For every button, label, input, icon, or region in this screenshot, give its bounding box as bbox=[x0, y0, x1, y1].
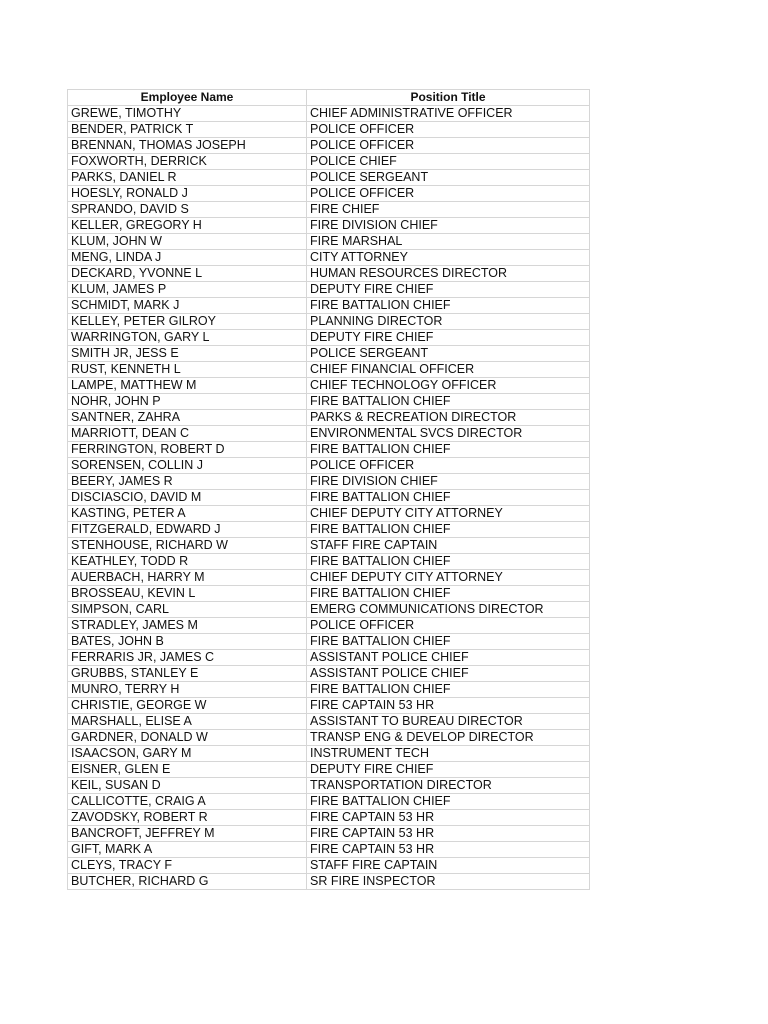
position-title-cell: STAFF FIRE CAPTAIN bbox=[307, 858, 590, 874]
employee-name-cell: SANTNER, ZAHRA bbox=[68, 410, 307, 426]
position-title-cell: POLICE OFFICER bbox=[307, 458, 590, 474]
employee-name-cell: HOESLY, RONALD J bbox=[68, 186, 307, 202]
position-title-cell: FIRE BATTALION CHIEF bbox=[307, 522, 590, 538]
table-row bbox=[68, 554, 590, 570]
employee-name-cell: FOXWORTH, DERRICK bbox=[68, 154, 307, 170]
employee-name-cell: KEATHLEY, TODD R bbox=[68, 554, 307, 570]
table-row bbox=[68, 458, 590, 474]
position-title-cell: FIRE BATTALION CHIEF bbox=[307, 442, 590, 458]
position-title-cell: FIRE CAPTAIN 53 HR bbox=[307, 698, 590, 714]
table-row bbox=[68, 298, 590, 314]
table-row bbox=[68, 106, 590, 122]
position-title-cell: CHIEF FINANCIAL OFFICER bbox=[307, 362, 590, 378]
position-title-cell: CHIEF TECHNOLOGY OFFICER bbox=[307, 378, 590, 394]
table-row bbox=[68, 634, 590, 650]
table-row bbox=[68, 650, 590, 666]
table-row bbox=[68, 218, 590, 234]
position-title-cell: POLICE SERGEANT bbox=[307, 346, 590, 362]
employee-name-cell: DISCIASCIO, DAVID M bbox=[68, 490, 307, 506]
table-row bbox=[68, 730, 590, 746]
position-title-cell: SR FIRE INSPECTOR bbox=[307, 874, 590, 890]
table-body bbox=[68, 106, 590, 890]
employee-name-cell: KEIL, SUSAN D bbox=[68, 778, 307, 794]
position-title-cell: FIRE BATTALION CHIEF bbox=[307, 554, 590, 570]
position-title-cell: ASSISTANT POLICE CHIEF bbox=[307, 650, 590, 666]
employee-name-header: Employee Name bbox=[68, 90, 307, 106]
table-row bbox=[68, 618, 590, 634]
position-title-cell: POLICE OFFICER bbox=[307, 618, 590, 634]
employee-name-cell: BRENNAN, THOMAS JOSEPH bbox=[68, 138, 307, 154]
table-row bbox=[68, 666, 590, 682]
table-row bbox=[68, 138, 590, 154]
table-row bbox=[68, 154, 590, 170]
employee-name-cell: KASTING, PETER A bbox=[68, 506, 307, 522]
position-title-cell: CHIEF ADMINISTRATIVE OFFICER bbox=[307, 106, 590, 122]
employee-name-cell: GREWE, TIMOTHY bbox=[68, 106, 307, 122]
employee-name-cell: BROSSEAU, KEVIN L bbox=[68, 586, 307, 602]
employee-name-cell: GRUBBS, STANLEY E bbox=[68, 666, 307, 682]
table-row bbox=[68, 858, 590, 874]
employee-name-cell: SMITH JR, JESS E bbox=[68, 346, 307, 362]
position-title-cell: TRANSPORTATION DIRECTOR bbox=[307, 778, 590, 794]
employee-name-cell: ISAACSON, GARY M bbox=[68, 746, 307, 762]
table-row bbox=[68, 842, 590, 858]
position-title-cell: FIRE BATTALION CHIEF bbox=[307, 298, 590, 314]
position-title-cell: FIRE CAPTAIN 53 HR bbox=[307, 826, 590, 842]
employee-name-cell: RUST, KENNETH L bbox=[68, 362, 307, 378]
position-title-cell: DEPUTY FIRE CHIEF bbox=[307, 330, 590, 346]
employee-name-cell: CLEYS, TRACY F bbox=[68, 858, 307, 874]
position-title-cell: CITY ATTORNEY bbox=[307, 250, 590, 266]
table-row bbox=[68, 442, 590, 458]
table-row bbox=[68, 314, 590, 330]
position-title-cell: POLICE OFFICER bbox=[307, 138, 590, 154]
employee-name-cell: MENG, LINDA J bbox=[68, 250, 307, 266]
table-row bbox=[68, 490, 590, 506]
position-title-cell: ASSISTANT POLICE CHIEF bbox=[307, 666, 590, 682]
table-row bbox=[68, 762, 590, 778]
table-row bbox=[68, 602, 590, 618]
employee-name-cell: KLUM, JOHN W bbox=[68, 234, 307, 250]
table-row bbox=[68, 826, 590, 842]
employee-name-cell: MUNRO, TERRY H bbox=[68, 682, 307, 698]
employee-name-cell: CALLICOTTE, CRAIG A bbox=[68, 794, 307, 810]
employee-name-cell: ZAVODSKY, ROBERT R bbox=[68, 810, 307, 826]
position-title-cell: CHIEF DEPUTY CITY ATTORNEY bbox=[307, 506, 590, 522]
table-row bbox=[68, 570, 590, 586]
employee-name-cell: SPRANDO, DAVID S bbox=[68, 202, 307, 218]
table-row bbox=[68, 874, 590, 890]
table-row bbox=[68, 778, 590, 794]
header-row bbox=[68, 90, 590, 106]
table-row bbox=[68, 810, 590, 826]
position-title-cell: POLICE OFFICER bbox=[307, 122, 590, 138]
table-row bbox=[68, 170, 590, 186]
position-title-cell: POLICE OFFICER bbox=[307, 186, 590, 202]
employee-name-cell: GIFT, MARK A bbox=[68, 842, 307, 858]
table-row bbox=[68, 362, 590, 378]
table-row bbox=[68, 538, 590, 554]
employee-name-cell: EISNER, GLEN E bbox=[68, 762, 307, 778]
employee-sheet bbox=[67, 89, 589, 890]
table-row bbox=[68, 522, 590, 538]
employee-table bbox=[67, 89, 590, 890]
employee-name-cell: KELLEY, PETER GILROY bbox=[68, 314, 307, 330]
employee-name-cell: BUTCHER, RICHARD G bbox=[68, 874, 307, 890]
employee-name-cell: BANCROFT, JEFFREY M bbox=[68, 826, 307, 842]
position-title-cell: STAFF FIRE CAPTAIN bbox=[307, 538, 590, 554]
table-row bbox=[68, 506, 590, 522]
position-title-cell: CHIEF DEPUTY CITY ATTORNEY bbox=[307, 570, 590, 586]
position-title-cell: FIRE MARSHAL bbox=[307, 234, 590, 250]
employee-name-cell: STENHOUSE, RICHARD W bbox=[68, 538, 307, 554]
position-title-cell: POLICE CHIEF bbox=[307, 154, 590, 170]
position-title-cell: EMERG COMMUNICATIONS DIRECTOR bbox=[307, 602, 590, 618]
table-row bbox=[68, 346, 590, 362]
position-title-cell: FIRE BATTALION CHIEF bbox=[307, 634, 590, 650]
table-row bbox=[68, 426, 590, 442]
table-row bbox=[68, 682, 590, 698]
position-title-cell: FIRE BATTALION CHIEF bbox=[307, 490, 590, 506]
employee-name-cell: AUERBACH, HARRY M bbox=[68, 570, 307, 586]
employee-name-cell: LAMPE, MATTHEW M bbox=[68, 378, 307, 394]
position-title-cell: INSTRUMENT TECH bbox=[307, 746, 590, 762]
employee-name-cell: STRADLEY, JAMES M bbox=[68, 618, 307, 634]
employee-name-cell: CHRISTIE, GEORGE W bbox=[68, 698, 307, 714]
table-row bbox=[68, 378, 590, 394]
employee-name-cell: BEERY, JAMES R bbox=[68, 474, 307, 490]
table-row bbox=[68, 410, 590, 426]
position-title-cell: DEPUTY FIRE CHIEF bbox=[307, 282, 590, 298]
position-title-cell: ENVIRONMENTAL SVCS DIRECTOR bbox=[307, 426, 590, 442]
table-row bbox=[68, 474, 590, 490]
employee-name-cell: KELLER, GREGORY H bbox=[68, 218, 307, 234]
employee-name-cell: SIMPSON, CARL bbox=[68, 602, 307, 618]
employee-name-cell: KLUM, JAMES P bbox=[68, 282, 307, 298]
employee-name-cell: DECKARD, YVONNE L bbox=[68, 266, 307, 282]
table-row bbox=[68, 186, 590, 202]
table-row bbox=[68, 714, 590, 730]
position-title-cell: HUMAN RESOURCES DIRECTOR bbox=[307, 266, 590, 282]
employee-name-cell: BENDER, PATRICK T bbox=[68, 122, 307, 138]
position-title-cell: FIRE CAPTAIN 53 HR bbox=[307, 810, 590, 826]
position-title-cell: FIRE BATTALION CHIEF bbox=[307, 586, 590, 602]
position-title-cell: POLICE SERGEANT bbox=[307, 170, 590, 186]
table-row bbox=[68, 330, 590, 346]
table-row bbox=[68, 282, 590, 298]
position-title-cell: ASSISTANT TO BUREAU DIRECTOR bbox=[307, 714, 590, 730]
position-title-cell: FIRE DIVISION CHIEF bbox=[307, 218, 590, 234]
table-row bbox=[68, 586, 590, 602]
position-title-cell: FIRE CAPTAIN 53 HR bbox=[307, 842, 590, 858]
table-row bbox=[68, 746, 590, 762]
table-row bbox=[68, 122, 590, 138]
table-row bbox=[68, 234, 590, 250]
table-row bbox=[68, 202, 590, 218]
table-row bbox=[68, 394, 590, 410]
position-title-cell: DEPUTY FIRE CHIEF bbox=[307, 762, 590, 778]
table-row bbox=[68, 698, 590, 714]
position-title-cell: FIRE DIVISION CHIEF bbox=[307, 474, 590, 490]
employee-name-cell: NOHR, JOHN P bbox=[68, 394, 307, 410]
employee-name-cell: FERRARIS JR, JAMES C bbox=[68, 650, 307, 666]
employee-name-cell: PARKS, DANIEL R bbox=[68, 170, 307, 186]
table-row bbox=[68, 250, 590, 266]
position-title-cell: FIRE BATTALION CHIEF bbox=[307, 682, 590, 698]
position-title-cell: FIRE CHIEF bbox=[307, 202, 590, 218]
employee-name-cell: GARDNER, DONALD W bbox=[68, 730, 307, 746]
employee-name-cell: SORENSEN, COLLIN J bbox=[68, 458, 307, 474]
table-row bbox=[68, 794, 590, 810]
position-title-cell: PARKS & RECREATION DIRECTOR bbox=[307, 410, 590, 426]
position-title-cell: PLANNING DIRECTOR bbox=[307, 314, 590, 330]
employee-name-cell: FERRINGTON, ROBERT D bbox=[68, 442, 307, 458]
employee-name-cell: MARRIOTT, DEAN C bbox=[68, 426, 307, 442]
position-title-cell: FIRE BATTALION CHIEF bbox=[307, 794, 590, 810]
employee-name-cell: BATES, JOHN B bbox=[68, 634, 307, 650]
employee-name-cell: SCHMIDT, MARK J bbox=[68, 298, 307, 314]
employee-name-cell: MARSHALL, ELISE A bbox=[68, 714, 307, 730]
table-row bbox=[68, 266, 590, 282]
position-title-cell: FIRE BATTALION CHIEF bbox=[307, 394, 590, 410]
employee-name-cell: WARRINGTON, GARY L bbox=[68, 330, 307, 346]
position-title-cell: TRANSP ENG & DEVELOP DIRECTOR bbox=[307, 730, 590, 746]
employee-name-cell: FITZGERALD, EDWARD J bbox=[68, 522, 307, 538]
position-title-header: Position Title bbox=[307, 90, 590, 106]
